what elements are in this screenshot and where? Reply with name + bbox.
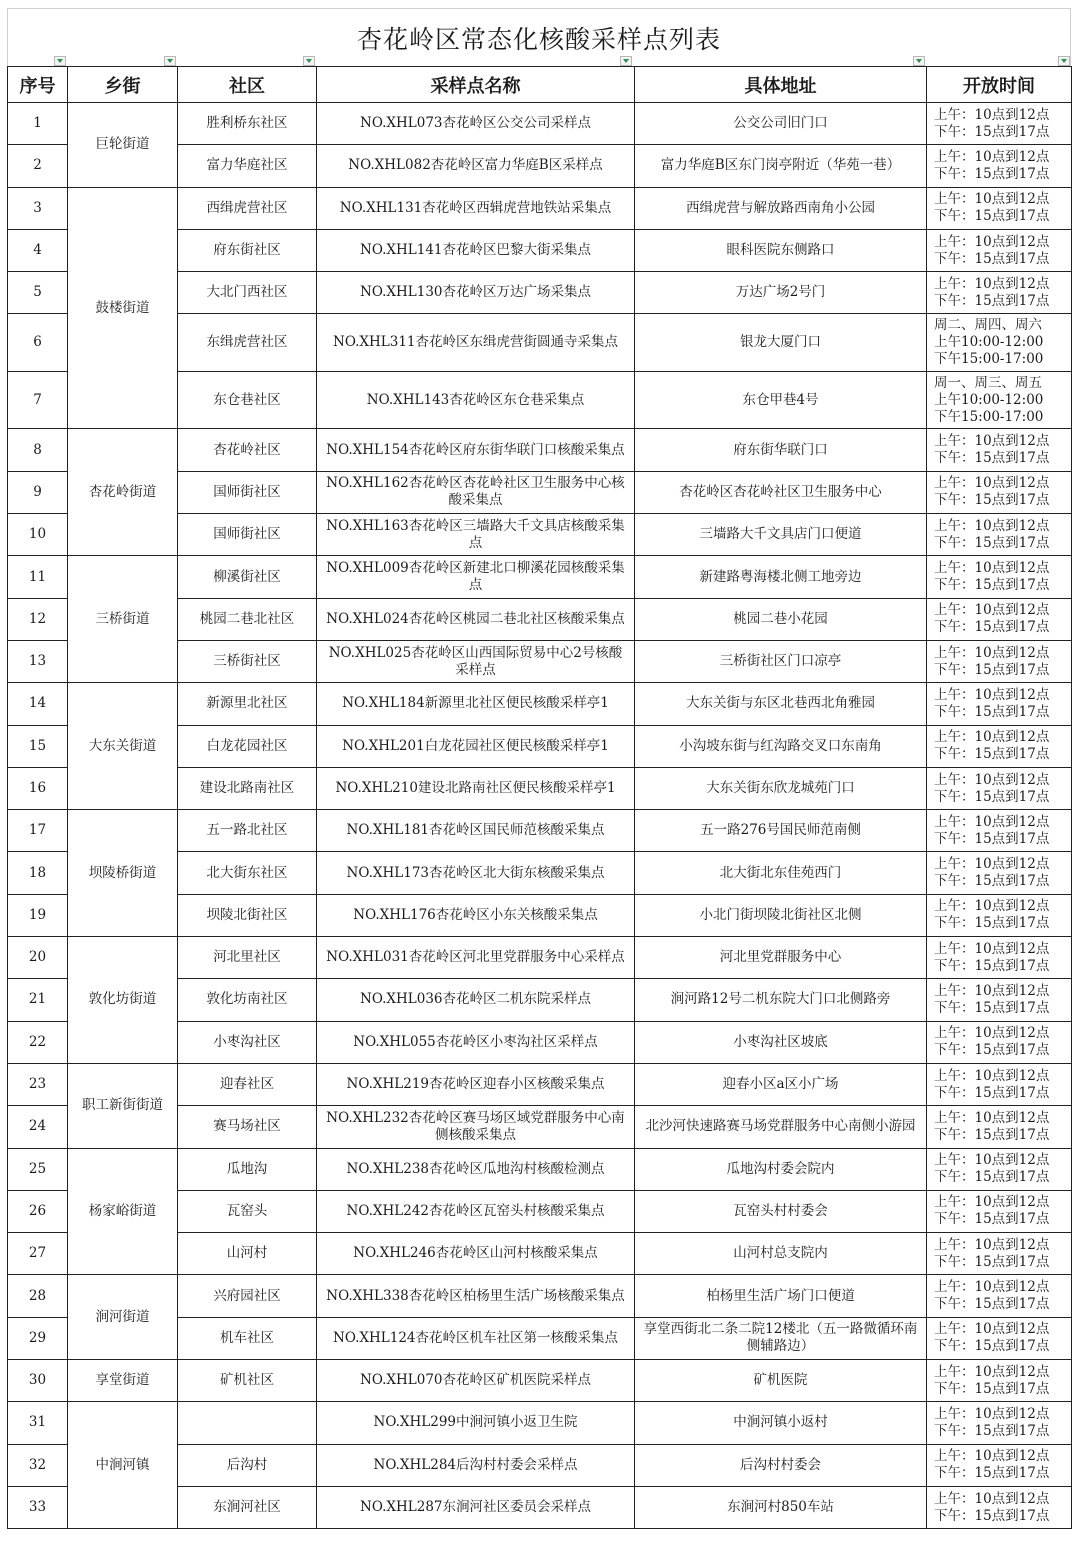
cell-address: 东仓甲巷4号 <box>635 371 927 429</box>
table-row <box>8 937 1072 979</box>
filter-dropdown-icon[interactable] <box>913 56 925 66</box>
cell-site-name: NO.XHL176杏花岭区小东关核酸采集点 <box>317 894 635 936</box>
cell-address: 北大街北东佳苑西门 <box>635 852 927 894</box>
table-row <box>8 1402 1072 1444</box>
cell-index: 29 <box>8 1317 68 1359</box>
cell-community: 富力华庭社区 <box>178 145 317 187</box>
cell-hours: 上午：10点到12点 下午：15点到17点 <box>927 979 1072 1021</box>
cell-community: 杏花岭社区 <box>178 429 317 471</box>
cell-site-name: NO.XHL219杏花岭区迎春小区核酸采集点 <box>317 1063 635 1105</box>
cell-community: 瓦窑头 <box>178 1190 317 1232</box>
cell-index: 10 <box>8 514 68 556</box>
cell-site-name: NO.XHL082杏花岭区富力华庭B区采样点 <box>317 145 635 187</box>
cell-address: 中涧河镇小返村 <box>635 1402 927 1444</box>
cell-street: 大东关街道 <box>68 683 178 810</box>
cell-site-name: NO.XHL070杏花岭区矿机医院采样点 <box>317 1360 635 1402</box>
cell-address: 五一路276号国民师范南侧 <box>635 810 927 852</box>
sampling-site-table <box>7 66 1072 1529</box>
cell-index: 1 <box>8 103 68 145</box>
cell-site-name: NO.XHL031杏花岭区河北里党群服务中心采样点 <box>317 937 635 979</box>
cell-address: 三墙路大千文具店门口便道 <box>635 514 927 556</box>
cell-community: 山河村 <box>178 1233 317 1275</box>
cell-hours: 上午：10点到12点 下午：15点到17点 <box>927 1233 1072 1275</box>
cell-street: 杏花岭街道 <box>68 429 178 556</box>
cell-index: 11 <box>8 556 68 598</box>
cell-community: 五一路北社区 <box>178 810 317 852</box>
cell-hours: 上午：10点到12点 下午：15点到17点 <box>927 767 1072 809</box>
table-row <box>8 429 1072 471</box>
cell-community <box>178 1402 317 1444</box>
cell-community: 大北门西社区 <box>178 272 317 314</box>
cell-community: 北大街东社区 <box>178 852 317 894</box>
cell-hours: 上午：10点到12点 下午：15点到17点 <box>927 640 1072 682</box>
cell-community: 坝陵北街社区 <box>178 894 317 936</box>
cell-hours: 上午：10点到12点 下午：15点到17点 <box>927 1190 1072 1232</box>
cell-index: 5 <box>8 272 68 314</box>
table-body <box>8 103 1072 1529</box>
cell-address: 东涧河村850车站 <box>635 1486 927 1528</box>
cell-hours: 上午：10点到12点 下午：15点到17点 <box>927 229 1072 271</box>
table-row <box>8 103 1072 145</box>
cell-community: 赛马场社区 <box>178 1106 317 1148</box>
cell-address: 富力华庭B区东门岗亭附近（华苑一巷） <box>635 145 927 187</box>
cell-community: 府东街社区 <box>178 229 317 271</box>
cell-site-name: NO.XHL232杏花岭区赛马场区域党群服务中心南侧核酸采集点 <box>317 1106 635 1148</box>
cell-index: 22 <box>8 1021 68 1063</box>
cell-hours: 上午：10点到12点 下午：15点到17点 <box>927 937 1072 979</box>
cell-index: 28 <box>8 1275 68 1317</box>
cell-index: 15 <box>8 725 68 767</box>
cell-hours: 上午：10点到12点 下午：15点到17点 <box>927 272 1072 314</box>
cell-site-name: NO.XHL141杏花岭区巴黎大街采集点 <box>317 229 635 271</box>
table-row <box>8 810 1072 852</box>
cell-community: 河北里社区 <box>178 937 317 979</box>
cell-site-name: NO.XHL246杏花岭区山河村核酸采集点 <box>317 1233 635 1275</box>
table-row <box>8 187 1072 229</box>
cell-site-name: NO.XHL242杏花岭区瓦窑头村核酸采集点 <box>317 1190 635 1232</box>
cell-address: 银龙大厦门口 <box>635 314 927 372</box>
cell-index: 3 <box>8 187 68 229</box>
cell-site-name: NO.XHL124杏花岭区机车社区第一核酸采集点 <box>317 1317 635 1359</box>
cell-index: 24 <box>8 1106 68 1148</box>
cell-community: 柳溪街社区 <box>178 556 317 598</box>
table-row <box>8 1360 1072 1402</box>
cell-street: 坝陵桥街道 <box>68 810 178 937</box>
cell-index: 25 <box>8 1148 68 1190</box>
cell-index: 6 <box>8 314 68 372</box>
cell-community: 新源里北社区 <box>178 683 317 725</box>
cell-address: 小北门街坝陵北街社区北侧 <box>635 894 927 936</box>
cell-hours: 上午：10点到12点 下午：15点到17点 <box>927 187 1072 229</box>
table-row <box>8 1148 1072 1190</box>
cell-address: 迎春小区a区小广场 <box>635 1063 927 1105</box>
cell-community: 东缉虎营社区 <box>178 314 317 372</box>
cell-address: 万达广场2号门 <box>635 272 927 314</box>
cell-hours: 上午：10点到12点 下午：15点到17点 <box>927 894 1072 936</box>
cell-hours: 上午：10点到12点 下午：15点到17点 <box>927 725 1072 767</box>
cell-index: 7 <box>8 371 68 429</box>
cell-site-name: NO.XHL162杏花岭区杏花岭社区卫生服务中心核酸采集点 <box>317 471 635 513</box>
cell-address: 杏花岭区杏花岭社区卫生服务中心 <box>635 471 927 513</box>
cell-site-name: NO.XHL287东涧河社区委员会采样点 <box>317 1486 635 1528</box>
cell-community: 国师街社区 <box>178 514 317 556</box>
header-street: 乡街 <box>68 67 178 103</box>
cell-hours: 上午：10点到12点 下午：15点到17点 <box>927 1317 1072 1359</box>
cell-hours: 周一、周三、周五 上午10:00-12:00 下午15:00-17:00 <box>927 371 1072 429</box>
cell-index: 30 <box>8 1360 68 1402</box>
cell-hours: 上午：10点到12点 下午：15点到17点 <box>927 683 1072 725</box>
cell-site-name: NO.XHL238杏花岭区瓜地沟村核酸检测点 <box>317 1148 635 1190</box>
cell-hours: 上午：10点到12点 下午：15点到17点 <box>927 103 1072 145</box>
cell-community: 西缉虎营社区 <box>178 187 317 229</box>
cell-community: 胜利桥东社区 <box>178 103 317 145</box>
cell-address: 公交公司旧门口 <box>635 103 927 145</box>
cell-hours: 上午：10点到12点 下午：15点到17点 <box>927 1106 1072 1148</box>
cell-site-name: NO.XHL173杏花岭区北大街东核酸采集点 <box>317 852 635 894</box>
cell-community: 国师街社区 <box>178 471 317 513</box>
cell-index: 2 <box>8 145 68 187</box>
cell-hours: 上午：10点到12点 下午：15点到17点 <box>927 1360 1072 1402</box>
header-index: 序号 <box>8 67 68 103</box>
cell-hours: 上午：10点到12点 下午：15点到17点 <box>927 429 1072 471</box>
cell-site-name: NO.XHL036杏花岭区二机东院采样点 <box>317 979 635 1021</box>
cell-address: 桃园二巷小花园 <box>635 598 927 640</box>
cell-site-name: NO.XHL201白龙花园社区便民核酸采样亭1 <box>317 725 635 767</box>
cell-community: 白龙花园社区 <box>178 725 317 767</box>
cell-site-name: NO.XHL143杏花岭区东仓巷采集点 <box>317 371 635 429</box>
cell-hours: 上午：10点到12点 下午：15点到17点 <box>927 1021 1072 1063</box>
cell-hours: 上午：10点到12点 下午：15点到17点 <box>927 1444 1072 1486</box>
cell-site-name: NO.XHL299中涧河镇小返卫生院 <box>317 1402 635 1444</box>
table-header-row <box>8 67 1072 103</box>
cell-street: 涧河街道 <box>68 1275 178 1360</box>
cell-community: 敦化坊南社区 <box>178 979 317 1021</box>
cell-site-name: NO.XHL284后沟村村委会采样点 <box>317 1444 635 1486</box>
cell-site-name: NO.XHL311杏花岭区东缉虎营街圆通寺采集点 <box>317 314 635 372</box>
cell-hours: 上午：10点到12点 下午：15点到17点 <box>927 556 1072 598</box>
cell-address: 北沙河快速路赛马场党群服务中心南侧小游园 <box>635 1106 927 1148</box>
cell-index: 20 <box>8 937 68 979</box>
cell-index: 18 <box>8 852 68 894</box>
cell-hours: 上午：10点到12点 下午：15点到17点 <box>927 1486 1072 1528</box>
cell-hours: 上午：10点到12点 下午：15点到17点 <box>927 514 1072 556</box>
cell-community: 迎春社区 <box>178 1063 317 1105</box>
cell-street: 职工新街街道 <box>68 1063 178 1148</box>
cell-street: 敦化坊街道 <box>68 937 178 1064</box>
cell-community: 后沟村 <box>178 1444 317 1486</box>
cell-address: 涧河路12号二机东院大门口北侧路旁 <box>635 979 927 1021</box>
cell-hours: 上午：10点到12点 下午：15点到17点 <box>927 1402 1072 1444</box>
cell-index: 33 <box>8 1486 68 1528</box>
cell-site-name: NO.XHL130杏花岭区万达广场采集点 <box>317 272 635 314</box>
cell-site-name: NO.XHL009杏花岭区新建北口柳溪花园核酸采集点 <box>317 556 635 598</box>
cell-site-name: NO.XHL131杏花岭区西辑虎营地铁站采集点 <box>317 187 635 229</box>
cell-index: 32 <box>8 1444 68 1486</box>
cell-site-name: NO.XHL024杏花岭区桃园二巷北社区核酸采集点 <box>317 598 635 640</box>
header-hours: 开放时间 <box>927 67 1072 103</box>
filter-row <box>8 56 1070 66</box>
cell-hours: 上午：10点到12点 下午：15点到17点 <box>927 852 1072 894</box>
cell-index: 4 <box>8 229 68 271</box>
cell-hours: 上午：10点到12点 下午：15点到17点 <box>927 145 1072 187</box>
cell-community: 矿机社区 <box>178 1360 317 1402</box>
cell-index: 26 <box>8 1190 68 1232</box>
cell-index: 9 <box>8 471 68 513</box>
cell-address: 大东关街与东区北巷西北角雅园 <box>635 683 927 725</box>
cell-address: 新建路粤海楼北侧工地旁边 <box>635 556 927 598</box>
cell-address: 瓦窑头村村委会 <box>635 1190 927 1232</box>
cell-address: 三桥街社区门口凉亭 <box>635 640 927 682</box>
cell-site-name: NO.XHL338杏花岭区柏杨里生活广场核酸采集点 <box>317 1275 635 1317</box>
cell-site-name: NO.XHL025杏花岭区山西国际贸易中心2号核酸采样点 <box>317 640 635 682</box>
cell-index: 12 <box>8 598 68 640</box>
filter-dropdown-icon[interactable] <box>620 56 632 66</box>
table-row <box>8 1063 1072 1105</box>
cell-community: 瓜地沟 <box>178 1148 317 1190</box>
cell-community: 桃园二巷北社区 <box>178 598 317 640</box>
cell-site-name: NO.XHL210建设北路南社区便民核酸采样亭1 <box>317 767 635 809</box>
filter-dropdown-icon[interactable] <box>1058 56 1070 66</box>
cell-index: 31 <box>8 1402 68 1444</box>
cell-address: 大东关街东欣龙城苑门口 <box>635 767 927 809</box>
cell-index: 16 <box>8 767 68 809</box>
filter-dropdown-icon[interactable] <box>54 56 66 66</box>
cell-site-name: NO.XHL163杏花岭区三墙路大千文具店核酸采集点 <box>317 514 635 556</box>
cell-community: 机车社区 <box>178 1317 317 1359</box>
cell-address: 小沟坡东街与红沟路交叉口东南角 <box>635 725 927 767</box>
cell-site-name: NO.XHL181杏花岭区国民师范核酸采集点 <box>317 810 635 852</box>
cell-index: 23 <box>8 1063 68 1105</box>
cell-site-name: NO.XHL154杏花岭区府东街华联门口核酸采集点 <box>317 429 635 471</box>
cell-address: 柏杨里生活广场门口便道 <box>635 1275 927 1317</box>
cell-index: 27 <box>8 1233 68 1275</box>
cell-address: 山河村总支院内 <box>635 1233 927 1275</box>
cell-community: 东涧河社区 <box>178 1486 317 1528</box>
cell-address: 瓜地沟村委会院内 <box>635 1148 927 1190</box>
cell-index: 21 <box>8 979 68 1021</box>
cell-community: 兴府园社区 <box>178 1275 317 1317</box>
table-row <box>8 1275 1072 1317</box>
cell-site-name: NO.XHL055杏花岭区小枣沟社区采样点 <box>317 1021 635 1063</box>
cell-hours: 上午：10点到12点 下午：15点到17点 <box>927 471 1072 513</box>
cell-address: 西缉虎营与解放路西南角小公园 <box>635 187 927 229</box>
cell-site-name: NO.XHL073杏花岭区公交公司采样点 <box>317 103 635 145</box>
table-row <box>8 683 1072 725</box>
cell-address: 眼科医院东侧路口 <box>635 229 927 271</box>
cell-address: 享堂西街北二条二院12楼北（五一路微循环南侧辅路边） <box>635 1317 927 1359</box>
header-community: 社区 <box>178 67 317 103</box>
cell-street: 巨轮街道 <box>68 103 178 188</box>
cell-street: 鼓楼街道 <box>68 187 178 429</box>
cell-address: 矿机医院 <box>635 1360 927 1402</box>
filter-dropdown-icon[interactable] <box>164 56 176 66</box>
cell-address: 后沟村村委会 <box>635 1444 927 1486</box>
spreadsheet <box>7 8 1071 1529</box>
cell-hours: 上午：10点到12点 下午：15点到17点 <box>927 598 1072 640</box>
header-site-name: 采样点名称 <box>317 67 635 103</box>
cell-hours: 上午：10点到12点 下午：15点到17点 <box>927 1063 1072 1105</box>
cell-index: 19 <box>8 894 68 936</box>
cell-hours: 周二、周四、周六 上午10:00-12:00 下午15:00-17:00 <box>927 314 1072 372</box>
cell-hours: 上午：10点到12点 下午：15点到17点 <box>927 1148 1072 1190</box>
table-row <box>8 556 1072 598</box>
cell-hours: 上午：10点到12点 下午：15点到17点 <box>927 1275 1072 1317</box>
filter-dropdown-icon[interactable] <box>303 56 315 66</box>
cell-address: 府东街华联门口 <box>635 429 927 471</box>
cell-street: 中涧河镇 <box>68 1402 178 1529</box>
cell-hours: 上午：10点到12点 下午：15点到17点 <box>927 810 1072 852</box>
cell-community: 三桥街社区 <box>178 640 317 682</box>
cell-site-name: NO.XHL184新源里北社区便民核酸采样亭1 <box>317 683 635 725</box>
cell-street: 享堂街道 <box>68 1360 178 1402</box>
cell-community: 建设北路南社区 <box>178 767 317 809</box>
cell-index: 8 <box>8 429 68 471</box>
header-address: 具体地址 <box>635 67 927 103</box>
cell-index: 13 <box>8 640 68 682</box>
cell-street: 杨家峪街道 <box>68 1148 178 1275</box>
cell-address: 小枣沟社区坡底 <box>635 1021 927 1063</box>
cell-address: 河北里党群服务中心 <box>635 937 927 979</box>
cell-index: 17 <box>8 810 68 852</box>
cell-street: 三桥街道 <box>68 556 178 683</box>
title-row <box>7 8 1071 66</box>
cell-index: 14 <box>8 683 68 725</box>
cell-community: 小枣沟社区 <box>178 1021 317 1063</box>
page-title: 杏花岭区常态化核酸采样点列表 <box>356 24 721 54</box>
cell-community: 东仓巷社区 <box>178 371 317 429</box>
